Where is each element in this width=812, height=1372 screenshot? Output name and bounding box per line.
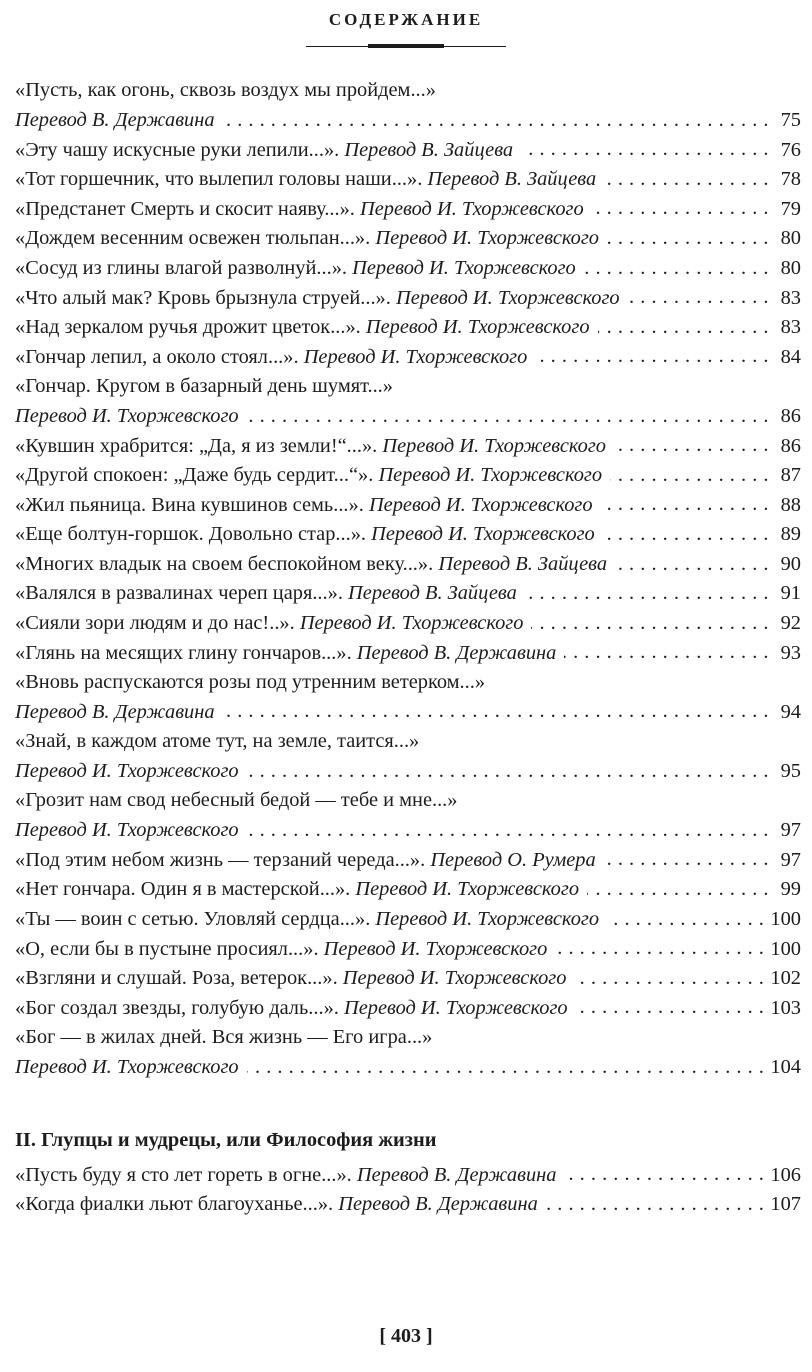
dot-leader xyxy=(615,550,769,570)
toc-row xyxy=(15,757,801,787)
entry-text xyxy=(15,639,556,669)
entry-page-number: 100 xyxy=(770,908,801,931)
entry-title: «Дождем весенним освежен тюльпан...». xyxy=(15,227,371,250)
entry-text xyxy=(15,284,620,314)
entry-text xyxy=(15,491,593,521)
entry-title-line: «Вновь распускаются розы под утренним ветерком...» xyxy=(15,670,486,693)
table-of-contents xyxy=(15,76,801,1219)
toc-row xyxy=(15,520,801,550)
entry-text xyxy=(15,1161,556,1191)
entry-translator: Перевод И. Тхоржевского xyxy=(342,967,567,990)
dot-leader xyxy=(223,697,769,717)
entry-page-number: 87 xyxy=(780,464,801,487)
dot-leader xyxy=(555,934,764,954)
entry-text xyxy=(15,698,215,728)
entry-text xyxy=(15,195,584,225)
entry-text xyxy=(15,905,599,935)
entry-text xyxy=(15,1190,538,1220)
dot-leader xyxy=(247,1053,765,1073)
toc-row xyxy=(15,106,801,136)
toc-row xyxy=(15,964,801,994)
entry-page-number: 84 xyxy=(780,345,801,368)
running-header xyxy=(0,10,812,30)
entry-page-number: 79 xyxy=(780,197,801,220)
toc-entry xyxy=(15,1190,801,1220)
entry-title: «Сосуд из глины влагой разволнуй...». xyxy=(15,256,347,279)
entry-translator: Перевод И. Тхоржевского xyxy=(15,760,239,783)
entry-title: «Над зеркалом ручья дрожит цветок...». xyxy=(15,316,361,339)
entry-translator: Перевод В. Зайцева xyxy=(344,138,514,161)
entry-page-number: 83 xyxy=(780,286,801,309)
toc-entry xyxy=(15,165,801,195)
entry-title: «Тот горшечник, что вылепил головы наши...». xyxy=(15,168,423,191)
entry-text xyxy=(15,343,527,373)
toc-row xyxy=(15,993,801,1023)
entry-translator: Перевод И. Тхоржевского xyxy=(299,612,524,635)
entry-title: «Когда фиалки льют благоуханье...». xyxy=(15,1193,334,1216)
entry-title: «Взгляни и слушай. Роза, ветерок...». xyxy=(15,967,338,990)
entry-translator: Перевод В. Державина xyxy=(15,108,215,131)
dot-leader xyxy=(521,135,769,155)
toc-row xyxy=(15,313,801,343)
dot-leader xyxy=(607,224,769,244)
entry-title: «Гончар лепил, а около стоял...». xyxy=(15,345,299,368)
toc-part-1 xyxy=(15,76,801,1082)
entry-text xyxy=(15,757,239,787)
entry-title-line: «Знай, в каждом атоме тут, на земле, таится...» xyxy=(15,730,420,753)
entry-title: «Ты — воин с сетью. Уловляй сердца...». xyxy=(15,908,371,931)
toc-entry xyxy=(15,135,801,165)
toc-row xyxy=(15,461,801,491)
entry-page-number: 99 xyxy=(780,878,801,901)
entry-title: «Глянь на месящих глину гончаров...». xyxy=(15,641,352,664)
dot-leader xyxy=(592,194,769,214)
toc-entry xyxy=(15,905,801,935)
entry-title: «Сияли зори людям и до нас!..». xyxy=(15,612,295,635)
entry-title: «Многих владык на своем беспокойном веку...». xyxy=(15,552,434,575)
toc-entry xyxy=(15,727,801,786)
toc-row xyxy=(15,579,801,609)
toc-entry xyxy=(15,786,801,845)
entry-text xyxy=(15,609,523,639)
dot-leader xyxy=(247,757,769,777)
section-heading: II. Глупцы и мудрецы, или Философия жизни xyxy=(15,1129,437,1152)
entry-page-number: 103 xyxy=(770,996,801,1019)
toc-entry xyxy=(15,313,801,343)
toc-entry xyxy=(15,845,801,875)
toc-part-2 xyxy=(15,1160,801,1219)
toc-entry xyxy=(15,638,801,668)
entry-text xyxy=(15,1053,239,1083)
entry-translator: Перевод В. Зайцева xyxy=(438,552,608,575)
entry-translator: Перевод И. Тхоржевского xyxy=(395,286,620,309)
dot-leader xyxy=(614,431,769,451)
toc-row xyxy=(15,402,801,432)
entry-text xyxy=(15,461,602,491)
toc-entry xyxy=(15,342,801,372)
entry-text xyxy=(15,994,568,1024)
entry-page-number: 76 xyxy=(780,138,801,161)
entry-page-number: 88 xyxy=(780,493,801,516)
entry-text xyxy=(15,254,576,284)
toc-row xyxy=(15,1190,801,1220)
toc-entry xyxy=(15,993,801,1023)
entry-translator: Перевод В. Зайцева xyxy=(348,582,517,605)
toc-row xyxy=(15,697,801,727)
entry-text xyxy=(15,875,579,905)
entry-translator: Перевод И. Тхоржевского xyxy=(303,345,528,368)
entry-title-line: «Пусть, как огонь, сквозь воздух мы пройдем...» xyxy=(15,79,436,101)
toc-row xyxy=(15,254,801,284)
toc-entry xyxy=(15,76,801,135)
entry-title: «Пусть буду я сто лет гореть в огне...». xyxy=(15,1163,352,1186)
toc-entry xyxy=(15,609,801,639)
entry-translator: Перевод В. Державина xyxy=(356,1163,557,1186)
dot-leader xyxy=(531,609,769,629)
entry-translator: Перевод В. Зайцева xyxy=(427,168,597,191)
entry-title: «Еще болтун-горшок. Довольно стар...». xyxy=(15,523,367,546)
entry-page-number: 100 xyxy=(770,937,801,960)
entry-translator: Перевод И. Тхоржевского xyxy=(352,256,576,279)
entry-translator: Перевод И. Тхоржевского xyxy=(15,819,239,842)
entry-title: «О, если бы в пустыне просиял...». xyxy=(15,937,319,960)
entry-translator: Перевод И. Тхоржевского xyxy=(323,937,548,960)
entry-text xyxy=(15,816,239,846)
toc-entry xyxy=(15,934,801,964)
toc-row xyxy=(15,875,801,905)
entry-page-number: 75 xyxy=(780,108,801,131)
toc-row xyxy=(15,550,801,580)
page-number: [ 403 ] xyxy=(379,1325,433,1347)
toc-row xyxy=(15,845,801,875)
entry-page-number: 93 xyxy=(780,641,801,664)
entry-text xyxy=(15,935,547,965)
entry-translator: Перевод О. Румера xyxy=(430,848,596,871)
entry-page-number: 94 xyxy=(780,700,801,723)
dot-leader xyxy=(535,342,769,362)
entry-title: «Предстанет Смерть и скосит наяву...». xyxy=(15,197,355,220)
entry-title-line: «Гончар. Кругом в базарный день шумят...» xyxy=(15,374,393,397)
entry-translator: Перевод И. Тхоржевского xyxy=(360,197,584,220)
entry-translator: Перевод И. Тхоржевского xyxy=(371,523,595,546)
toc-entry xyxy=(15,964,801,994)
dot-leader xyxy=(564,638,769,658)
dot-leader xyxy=(607,905,764,925)
entry-translator: Перевод И. Тхоржевского xyxy=(15,404,239,427)
entry-text xyxy=(15,313,590,343)
entry-translator: Перевод И. Тхоржевского xyxy=(15,1055,239,1078)
entry-page-number: 92 xyxy=(780,612,801,635)
page-heading: СОДЕРЖАНИЕ xyxy=(328,10,484,29)
dot-leader xyxy=(574,964,764,984)
entry-page-number: 89 xyxy=(780,523,801,546)
entry-translator: Перевод И. Тхоржевского xyxy=(375,227,599,250)
entry-text xyxy=(15,964,566,994)
entry-text xyxy=(15,402,239,432)
dot-leader xyxy=(604,165,769,185)
entry-text xyxy=(15,520,595,550)
entry-translator: Перевод В. Державина xyxy=(356,641,557,664)
entry-page-number: 97 xyxy=(780,848,801,871)
dot-leader xyxy=(603,520,769,540)
entry-page-number: 80 xyxy=(780,256,801,279)
entry-translator: Перевод И. Тхоржевского xyxy=(382,434,607,457)
toc-row xyxy=(15,934,801,964)
entry-text xyxy=(15,846,596,876)
header-rule-ornament xyxy=(368,44,444,48)
entry-title: «Под этим небом жизнь — терзаний череда...». xyxy=(15,848,426,871)
toc-row xyxy=(15,194,801,224)
entry-title-line: «Грозит нам свод небесный бедой — тебе и мне...» xyxy=(15,789,458,812)
entry-title: «Эту чашу искусные руки лепили...». xyxy=(15,138,340,161)
toc-entry xyxy=(15,550,801,580)
dot-leader xyxy=(576,993,765,1013)
entry-translator: Перевод И. Тхоржевского xyxy=(355,878,580,901)
entry-translator: Перевод И. Тхоржевского xyxy=(365,316,590,339)
toc-row xyxy=(15,165,801,195)
toc-entry xyxy=(15,372,801,431)
entry-text xyxy=(15,106,215,136)
entry-translator: Перевод И. Тхоржевского xyxy=(368,493,593,516)
toc-entry xyxy=(15,875,801,905)
entry-page-number: 102 xyxy=(770,967,801,990)
toc-entry xyxy=(15,668,801,727)
entry-title: «Бог создал звезды, голубую даль...». xyxy=(15,996,339,1019)
dot-leader xyxy=(546,1190,765,1210)
dot-leader xyxy=(247,402,769,422)
toc-entry xyxy=(15,431,801,461)
entry-page-number: 106 xyxy=(770,1163,801,1186)
entry-page-number: 80 xyxy=(780,227,801,250)
toc-row xyxy=(15,816,801,846)
dot-leader xyxy=(525,579,769,599)
toc-row xyxy=(15,431,801,461)
entry-translator: Перевод И. Тхоржевского xyxy=(343,996,568,1019)
entry-page-number: 107 xyxy=(770,1193,801,1216)
entry-page-number: 86 xyxy=(780,434,801,457)
dot-leader xyxy=(601,490,769,510)
entry-title-line: «Бог — в жилах дней. Вся жизнь — Его игра...» xyxy=(15,1026,433,1048)
entry-translator: Перевод И. Тхоржевского xyxy=(378,464,603,487)
toc-row xyxy=(15,490,801,520)
entry-title: «Кувшин храбрится: „Да, я из земли!“...». xyxy=(15,434,378,457)
dot-leader xyxy=(628,283,769,303)
toc-row xyxy=(15,1160,801,1190)
dot-leader xyxy=(604,845,769,865)
dot-leader xyxy=(247,816,769,836)
entry-translator: Перевод В. Державина xyxy=(338,1193,538,1216)
dot-leader xyxy=(598,313,769,333)
toc-row xyxy=(15,224,801,254)
entry-page-number: 78 xyxy=(780,168,801,191)
entry-page-number: 91 xyxy=(780,582,801,605)
toc-entry xyxy=(15,283,801,313)
toc-entry xyxy=(15,490,801,520)
toc-row xyxy=(15,135,801,165)
dot-leader xyxy=(610,461,769,481)
toc-row xyxy=(15,1053,801,1083)
toc-entry xyxy=(15,254,801,284)
entry-title: «Другой спокоен: „Даже будь сердит...“». xyxy=(15,464,374,487)
dot-leader xyxy=(223,106,769,126)
toc-entry xyxy=(15,1160,801,1190)
entry-title: «Валялся в развалинах череп царя...». xyxy=(15,582,343,605)
toc-entry xyxy=(15,579,801,609)
toc-entry xyxy=(15,461,801,491)
toc-row xyxy=(15,283,801,313)
entry-page-number: 83 xyxy=(780,316,801,339)
entry-text xyxy=(15,579,517,609)
dot-leader xyxy=(584,254,769,274)
toc-row xyxy=(15,905,801,935)
entry-title: «Нет гончара. Один я в мастерской...». xyxy=(15,878,351,901)
toc-row xyxy=(15,342,801,372)
entry-title: «Что алый мак? Кровь брызнула струей...». xyxy=(15,286,391,309)
toc-row xyxy=(15,609,801,639)
entry-title: «Жил пьяница. Вина кувшинов семь...». xyxy=(15,493,364,516)
entry-text xyxy=(15,136,513,166)
entry-translator: Перевод В. Державина xyxy=(15,700,215,723)
entry-translator: Перевод И. Тхоржевского xyxy=(375,908,600,931)
entry-text xyxy=(15,165,596,195)
toc-entry xyxy=(15,1023,801,1082)
toc-entry xyxy=(15,194,801,224)
entry-page-number: 95 xyxy=(780,760,801,783)
toc-entry xyxy=(15,520,801,550)
toc-row xyxy=(15,638,801,668)
entry-text xyxy=(15,432,606,462)
dot-leader xyxy=(587,875,769,895)
entry-page-number: 86 xyxy=(780,404,801,427)
toc-entry xyxy=(15,224,801,254)
entry-page-number: 97 xyxy=(780,819,801,842)
entry-text xyxy=(15,224,599,254)
dot-leader xyxy=(564,1160,764,1180)
entry-page-number: 104 xyxy=(770,1055,801,1078)
entry-page-number: 90 xyxy=(780,552,801,575)
entry-text xyxy=(15,550,607,580)
